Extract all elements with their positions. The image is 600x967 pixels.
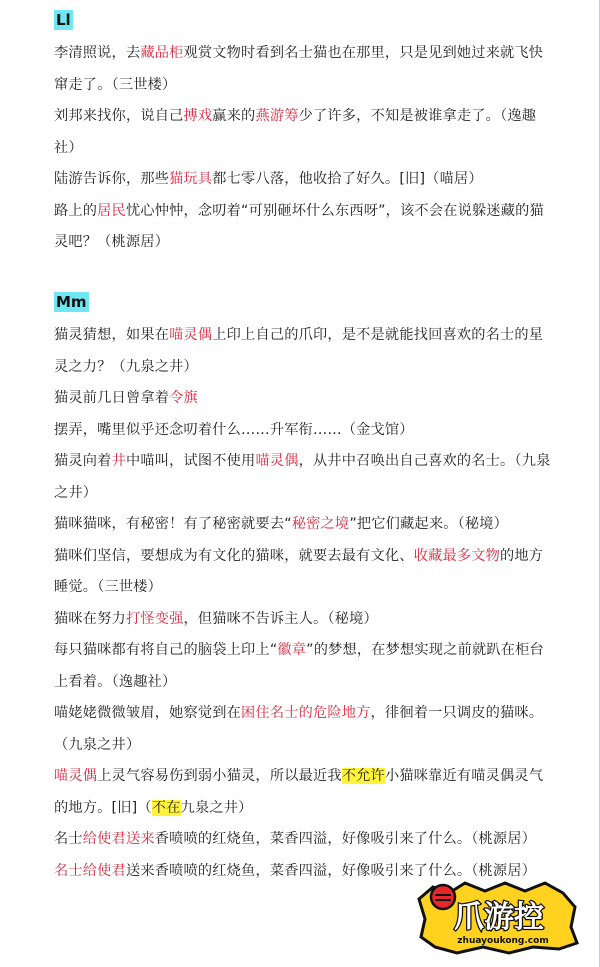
highlight-term: 喵灵偶 [169, 327, 213, 343]
entry [54, 541, 554, 604]
text-run: ，徘徊着一只调皮的猫咪。（九泉之井） [54, 705, 544, 753]
text-run: 中喵叫，试图不使用 [125, 453, 256, 469]
highlight-term: 令旗 [169, 390, 198, 406]
highlight-term: 名士给使君 [54, 862, 126, 879]
highlight-term: 燕游筹 [255, 108, 299, 124]
entry-list [54, 320, 554, 887]
text-run: 猫灵向着 [54, 453, 112, 469]
logo-url-text: zhuayoukong.com [457, 936, 549, 946]
text-run: 每只猫咪都有将自己的脑袋上印上“ [54, 642, 278, 658]
text-run: 的地方睡觉。（三世楼） [54, 547, 544, 595]
highlight-term: 给使君送来 [82, 831, 155, 847]
text-run: 上印上自己的爪印，是不是就能找回喜欢的名士的星灵之力？（九泉之井） [54, 327, 544, 375]
entry [54, 604, 554, 636]
highlight-term: 搏戏 [183, 108, 213, 124]
section-heading: Mm [56, 293, 87, 311]
entry [54, 164, 554, 196]
text-run: 上灵气容易伤到弱小猫灵，所以最近我 [97, 768, 342, 784]
entry [54, 446, 554, 509]
section-ll [54, 10, 554, 259]
highlight-term: 秘密之境 [291, 516, 350, 532]
text-run: ”的梦想，在梦想实现之前就趴在柜台上看着。（逸趣社） [54, 642, 544, 690]
text-run: 猫咪猫咪，有秘密！有了秘密就要去“ [54, 516, 292, 532]
marker-highlight: 不允许 [341, 768, 385, 784]
text-run: 都七零八落，他收拾了好久。[旧]（喵居） [212, 171, 483, 187]
highlight-term: 居民 [97, 202, 126, 219]
entry [54, 196, 554, 259]
highlight-term: 徽章 [277, 642, 307, 658]
highlight-term: 困住名士的危险地方 [241, 705, 371, 721]
text-run: 摆弄，嘴里似乎还念叨着什么……升军衔……（金戈馆） [54, 421, 414, 438]
entry [54, 320, 554, 383]
text-run: 路上的 [54, 202, 98, 219]
entry [54, 383, 554, 446]
logo-brand-text: 爪游控 [454, 900, 544, 935]
text-run: 名士 [54, 831, 83, 847]
entry [54, 101, 554, 164]
section-mm [54, 292, 554, 887]
entry [54, 509, 554, 541]
text-run: 猫灵前几日曾拿着 [54, 390, 170, 406]
text-run: ”把它们藏起来。（秘境） [349, 516, 509, 532]
text-run: 香喷喷的红烧鱼，菜香四溢，好像吸引来了什么。（桃源居） [154, 831, 537, 847]
text-run: 赢来的 [212, 108, 256, 124]
logo-graphic [413, 877, 581, 955]
entry [54, 38, 554, 101]
entry [54, 824, 554, 856]
text-run: 猫灵猜想，如果在 [54, 327, 170, 343]
text-run: 刘邦来找你，说自己 [54, 108, 184, 124]
highlight-term: 打怪变强 [125, 610, 184, 627]
highlight-term: 喵灵偶 [54, 768, 98, 784]
text-run: 猫咪在努力 [54, 610, 126, 627]
text-run: 喵姥姥微微皱眉，她察觉到在 [54, 705, 242, 721]
text-run: 送来香喷喷的红烧鱼，菜香四溢，好像吸引来了什么。（桃源居） [125, 862, 537, 879]
entry [54, 635, 554, 698]
highlight-term: 井 [111, 453, 126, 469]
text-run: 猫咪们坚信，要想成为有文化的猫咪，就要去最有文化、 [54, 547, 414, 564]
text-run: ，但猫咪不告诉主人。（秘境） [183, 610, 378, 627]
text-run: 九泉之井） [180, 799, 253, 816]
highlight-term: 藏品柜 [140, 45, 184, 61]
entry [54, 698, 554, 761]
section-heading: Ll [56, 11, 71, 29]
text-run: 小猫咪靠近有喵灵偶灵气的地方。[旧]（ [54, 768, 544, 816]
entry-list [54, 38, 554, 259]
text-run: 李清照说，去 [54, 45, 141, 61]
text-run: ，从井中召唤出自己喜欢的名士。（九泉之井） [54, 453, 551, 501]
logo-fist-icon [431, 885, 455, 909]
highlight-term: 收藏最多文物 [413, 547, 501, 564]
marker-highlight: 不在 [151, 799, 181, 816]
highlight-term: 喵灵偶 [255, 453, 299, 469]
highlight-term: 猫玩具 [169, 171, 213, 187]
entry [54, 761, 554, 824]
text-run: 观赏文物时看到名士猫也在那里，只是见到她过来就飞快窜走了。（三世楼） [54, 45, 544, 93]
watermark-logo [413, 877, 581, 955]
text-run: 忧心忡忡，念叨着“可别砸坏什么东西呀”，该不会在说躲迷藏的猫灵吧？（桃源居） [54, 202, 544, 250]
text-run: 陆游告诉你，那些 [54, 171, 170, 187]
text-run: 少了许多，不知是被谁拿走了。（逸趣社） [54, 108, 537, 156]
